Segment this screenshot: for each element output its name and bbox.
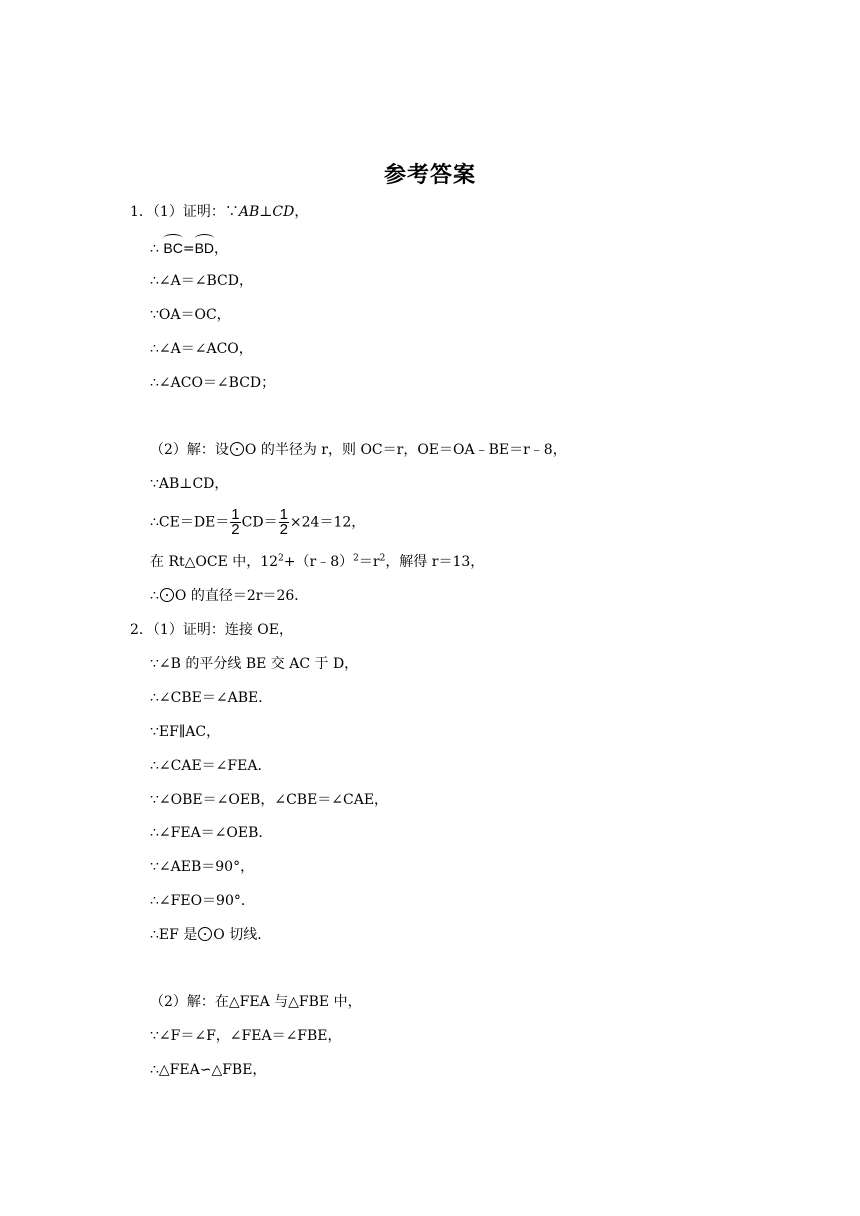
line9-text-a: ∴CE＝DE＝ — [150, 514, 230, 531]
q2-line-6: ∵∠OBE＝∠OEB，∠CBE＝∠CAE， — [150, 792, 389, 808]
fraction-denominator: 2 — [279, 521, 288, 538]
q1-line-3: ∴∠A＝∠BCD， — [150, 273, 253, 289]
fraction-numerator: 1 — [279, 506, 288, 523]
therefore-symbol: ∴ — [150, 241, 159, 257]
q2-line-10 — [150, 925, 271, 945]
q2-line-3: ∴∠CBE＝∠ABE． — [150, 690, 273, 706]
fraction-half — [279, 508, 289, 537]
superscript: 2 — [278, 553, 284, 564]
q1-line-5: ∴∠A＝∠ACO， — [150, 341, 253, 357]
q1-arc-line — [150, 238, 228, 259]
q2-line-8: ∵∠AEB＝90°， — [150, 859, 255, 875]
comma: ， — [294, 204, 309, 220]
page-title: 参考答案 — [383, 162, 476, 188]
q1-number: 1． — [130, 204, 153, 220]
q1-line-1 — [130, 202, 308, 222]
line9-text-c: ×24＝12， — [289, 514, 366, 531]
circle-o-icon — [160, 588, 174, 602]
q2-line-2: ∵∠B 的平分线 BE 交 AC 于 D， — [150, 656, 359, 672]
fraction-numerator: 1 — [231, 506, 240, 523]
line10-text-b: O 切线． — [213, 927, 272, 943]
q1-part2-head — [150, 440, 567, 460]
fraction-denominator: 2 — [231, 521, 240, 538]
line10-text-a: 在 Rt△OCE 中，12 — [150, 554, 279, 570]
q2-line-5: ∴∠CAE＝∠FEA． — [150, 758, 272, 774]
q1-line-11 — [150, 586, 308, 606]
arc-bd: BD — [194, 240, 215, 256]
q2-number: 2． — [130, 622, 153, 638]
comma: ， — [214, 241, 229, 257]
q2-line-7: ∴∠FEA＝∠OEB． — [150, 825, 273, 841]
part2-head-text-a: （2）解：设 — [150, 442, 229, 458]
q1-line-8: ∵AB⊥CD， — [150, 476, 229, 492]
arc-bc: BC — [163, 240, 183, 256]
math-ab: AB — [238, 204, 260, 220]
q1-part1-head: （1）证明：∵ — [152, 204, 239, 220]
perp-symbol: ⊥ — [259, 204, 273, 220]
fraction-half — [230, 508, 240, 537]
equals-sign: = — [182, 241, 195, 257]
q2-part1-head: （1）证明：连接 OE， — [152, 622, 293, 638]
q2-line-1 — [130, 620, 293, 640]
line10-text-d: ，解得 r＝13， — [385, 554, 485, 570]
line10-text-c: ＝r — [358, 554, 380, 570]
q2-line-4: ∵EF∥AC， — [150, 724, 221, 740]
therefore-symbol: ∴ — [150, 588, 159, 604]
q2-line-12: ∵∠F＝∠F，∠FEA＝∠FBE， — [150, 1028, 342, 1044]
q1-line-10 — [150, 552, 484, 572]
superscript: 2 — [353, 553, 359, 564]
line11-text-b: O 的直径＝2r＝26． — [174, 588, 309, 604]
q1-line-6: ∴∠ACO＝∠BCD； — [150, 375, 276, 391]
q2-part2-head: （2）解：在△FEA 与△FBE 中， — [150, 994, 362, 1010]
circle-o-icon — [230, 442, 244, 456]
circle-o-icon — [198, 927, 212, 941]
line9-text-b: CD＝ — [241, 514, 278, 531]
math-cd: CD — [272, 204, 295, 220]
q1-line-4: ∵OA＝OC， — [150, 307, 231, 323]
line10-text-b: +（r﹣8） — [283, 554, 354, 570]
superscript: 2 — [379, 553, 386, 564]
line10-text-a: ∴EF 是 — [150, 927, 198, 943]
q2-line-13: ∴△FEA∽△FBE， — [150, 1062, 267, 1078]
q1-line-9 — [150, 508, 365, 537]
part2-head-text-b: O 的半径为 r，则 OC＝r，OE＝OA﹣BE＝r﹣8， — [244, 442, 567, 458]
q2-line-9: ∴∠FEO＝90°． — [150, 893, 255, 909]
